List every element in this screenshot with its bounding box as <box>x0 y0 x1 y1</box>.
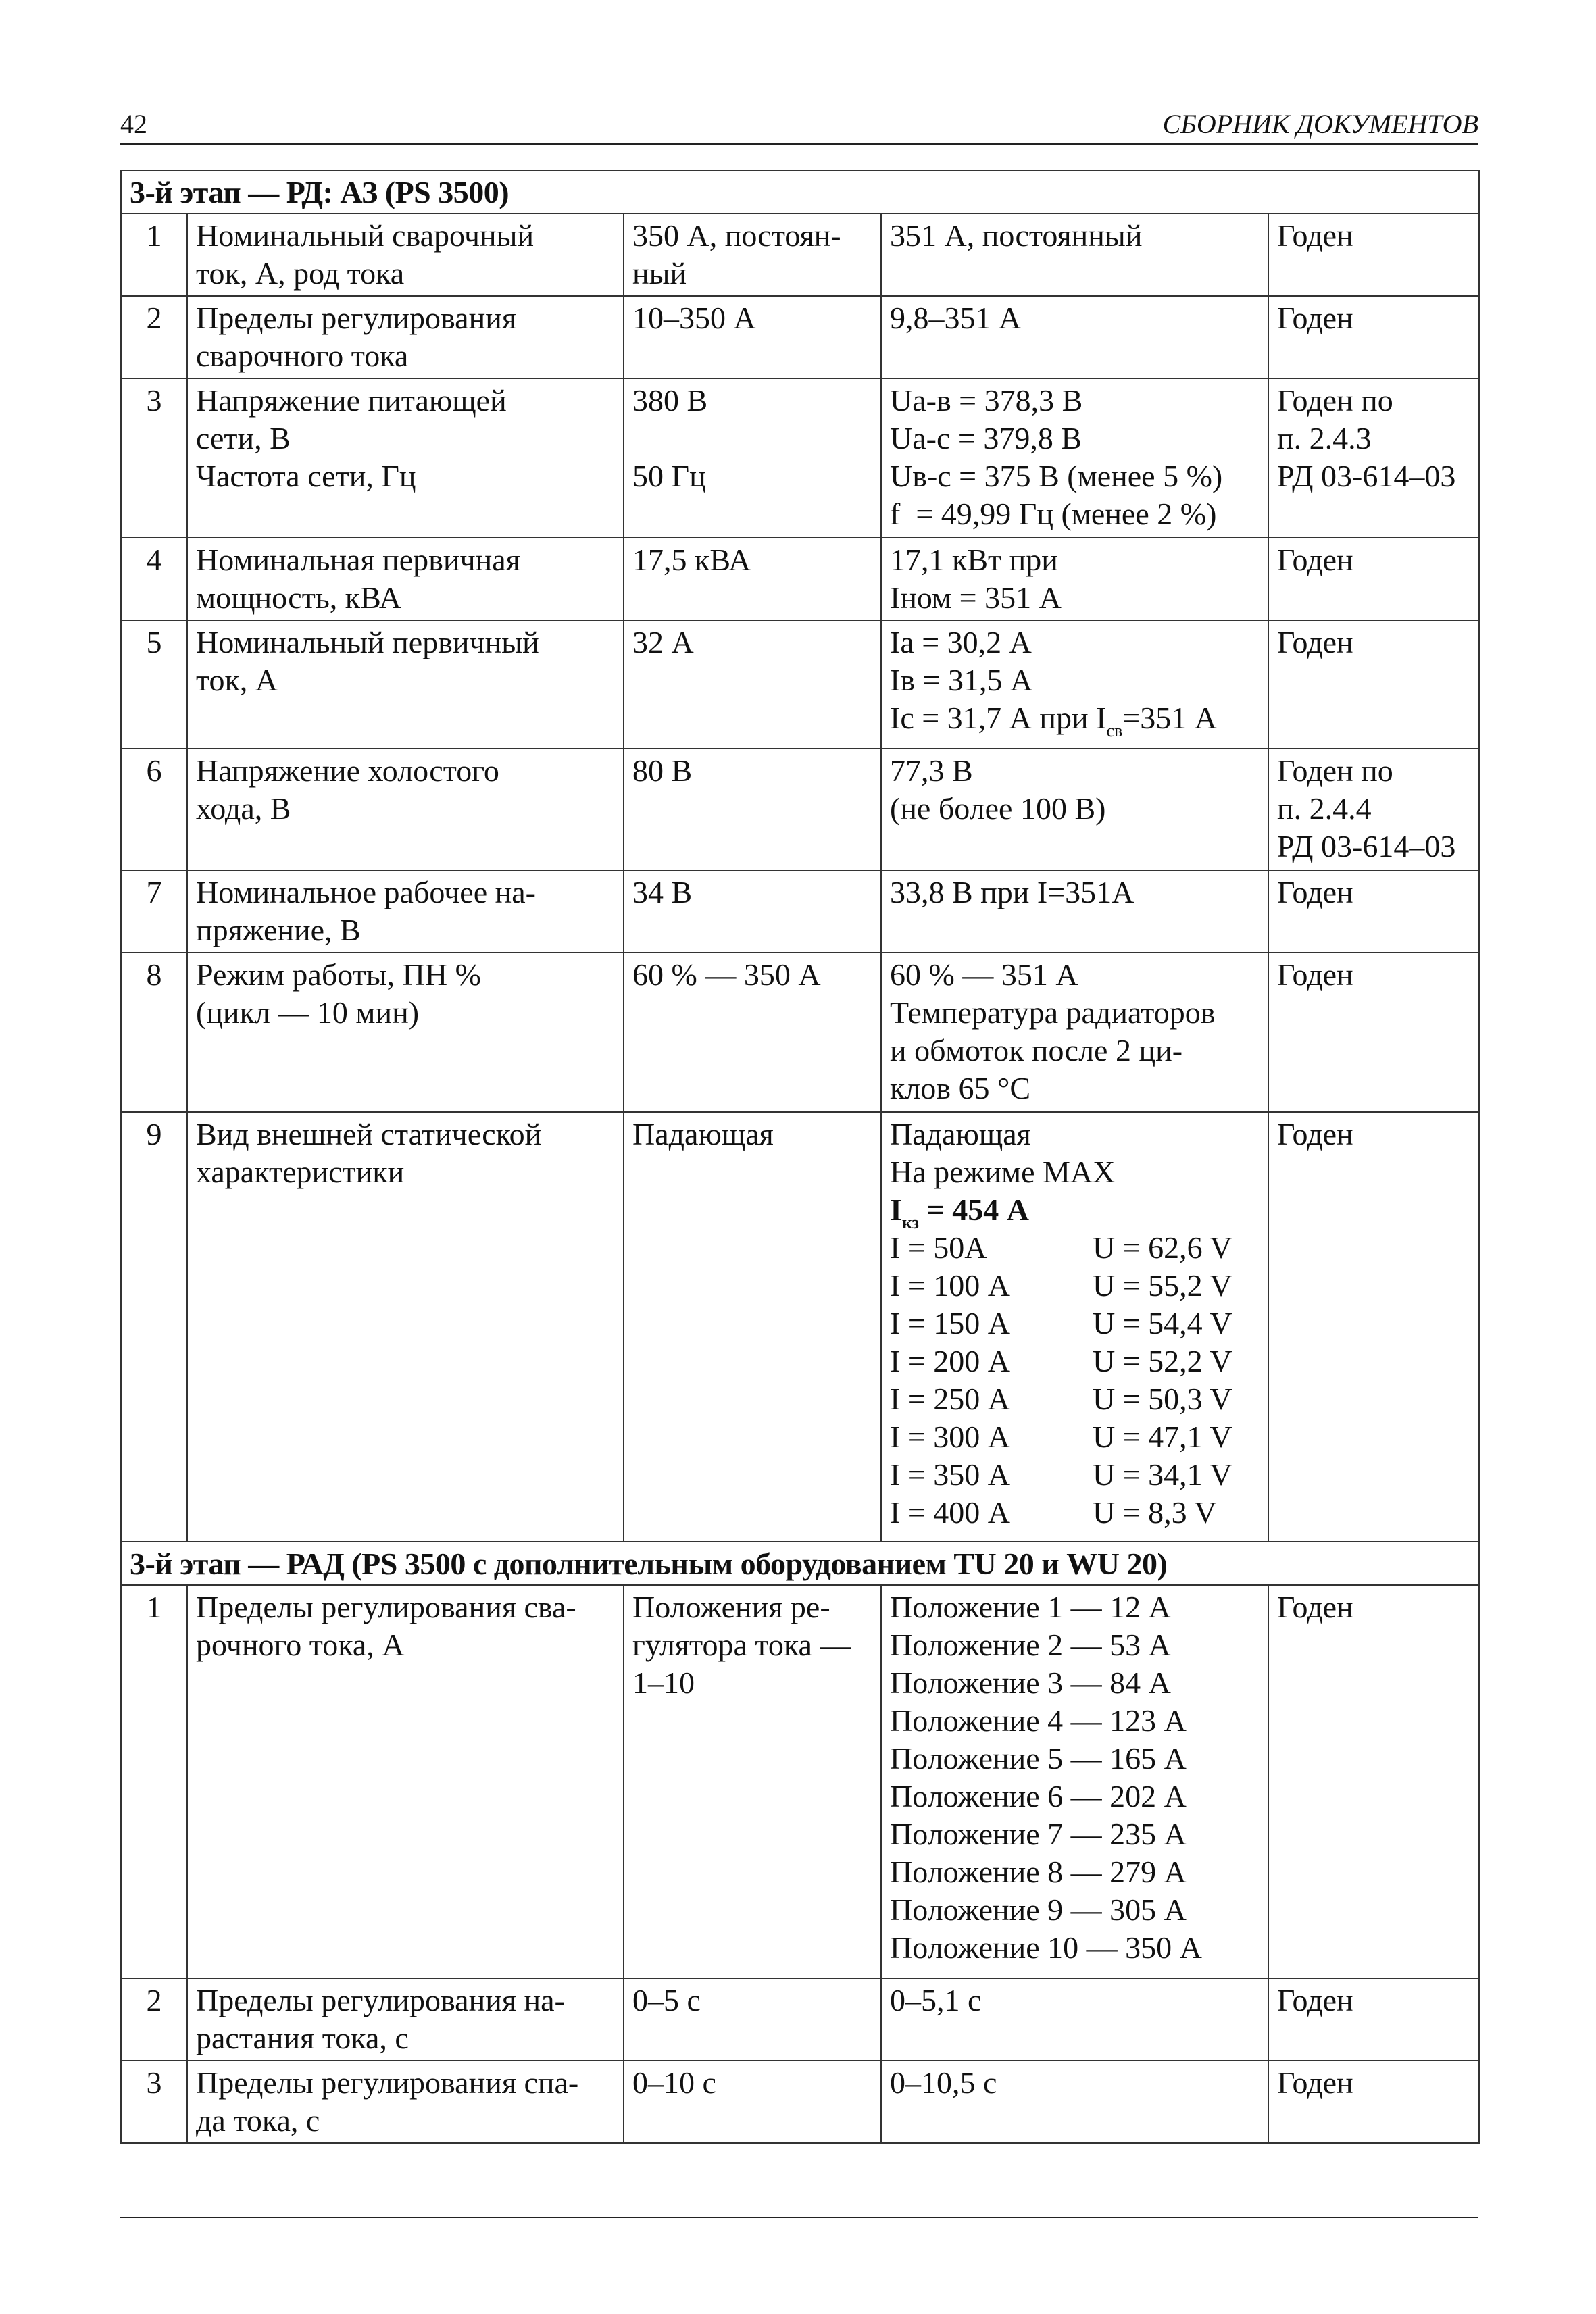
norm-line: 10–350 А <box>632 301 756 335</box>
voltage-value: U = 54,4 V <box>1093 1306 1232 1340</box>
row-number-cell <box>121 749 187 870</box>
actual-line: Положение 1 — 12 А <box>890 1590 1171 1624</box>
table-row <box>121 1978 1479 2061</box>
actual-subscript-line-main: Iс = 31,7 А при I <box>890 701 1107 735</box>
norm-cell <box>624 953 881 1112</box>
parameter-line: Частота сети, Гц <box>196 459 416 493</box>
parameter-line: сварочного тока <box>196 338 409 373</box>
row-number: 2 <box>146 301 162 335</box>
norm-cell <box>624 620 881 749</box>
norm-cell <box>624 296 881 378</box>
current-value: I = 350 А <box>890 1457 1010 1492</box>
table-row <box>121 1585 1479 1978</box>
result-cell <box>1268 378 1479 538</box>
actual-cell <box>881 1112 1268 1542</box>
actual-cell <box>881 953 1268 1112</box>
result-cell <box>1268 1112 1479 1542</box>
result-line: Годен <box>1277 218 1353 253</box>
footer-rule <box>120 2217 1478 2218</box>
parameter-cell <box>187 1978 624 2061</box>
row-number: 2 <box>146 1983 162 2017</box>
row-number-cell <box>121 538 187 620</box>
actual-cell <box>881 1585 1268 1978</box>
voltage-value: U = 47,1 V <box>1093 1419 1232 1454</box>
actual-line: Положение 9 — 305 А <box>890 1892 1187 1927</box>
row-number-cell <box>121 953 187 1112</box>
table-row <box>121 538 1479 620</box>
page-number: 42 <box>120 109 147 139</box>
row-number-cell <box>121 2061 187 2143</box>
current-voltage-pair <box>890 1267 1260 1305</box>
parameter-cell <box>187 749 624 870</box>
parameter-cell <box>187 1112 624 1542</box>
parameter-line: растания тока, с <box>196 2021 409 2055</box>
result-line: Годен <box>1277 957 1353 992</box>
table-row <box>121 378 1479 538</box>
actual-line: Положение 5 — 165 А <box>890 1741 1187 1776</box>
current-voltage-pair <box>890 1456 1260 1494</box>
actual-line: 0–5,1 с <box>890 1983 982 2017</box>
norm-line: 60 % — 350 А <box>632 957 821 992</box>
current-voltage-pair <box>890 1229 1260 1267</box>
parameter-line: характеристики <box>196 1155 405 1189</box>
table-row <box>121 2061 1479 2143</box>
norm-line: Падающая <box>632 1117 774 1151</box>
section-title-text: 3-й этап — РД: АЗ (PS 3500) <box>130 175 509 209</box>
parameter-line: да тока, с <box>196 2103 320 2138</box>
parameter-line: мощность, кВА <box>196 580 402 615</box>
table-row <box>121 296 1479 378</box>
result-line: Годен <box>1277 625 1353 659</box>
section-title <box>121 170 1479 213</box>
norm-line: 0–5 с <box>632 1983 701 2017</box>
row-number: 7 <box>146 875 162 909</box>
actual-cell <box>881 538 1268 620</box>
norm-line: гулятора тока — <box>632 1628 851 1662</box>
parameter-line: Пределы регулирования спа- <box>196 2065 579 2100</box>
norm-line: ный <box>632 256 687 291</box>
result-line: Годен <box>1277 1590 1353 1624</box>
actual-line: f = 49,99 Гц (менее 2 %) <box>890 497 1217 531</box>
result-line: Годен <box>1277 1983 1353 2017</box>
parameter-line: Номинальный сварочный <box>196 218 534 253</box>
result-cell <box>1268 1978 1479 2061</box>
table-row <box>121 1112 1479 1542</box>
short-circuit-current-subscript: кз <box>901 1213 919 1232</box>
specifications-table <box>120 170 1480 2144</box>
actual-line: Положение 4 — 123 А <box>890 1703 1187 1738</box>
result-cell <box>1268 1585 1479 1978</box>
parameter-line: ток, А, род тока <box>196 256 405 291</box>
actual-line: Uв-с = 375 В (менее 5 %) <box>890 459 1223 493</box>
row-number-cell <box>121 1585 187 1978</box>
result-line: Годен <box>1277 543 1353 577</box>
table-row <box>121 213 1479 296</box>
row-number: 6 <box>146 753 162 788</box>
short-circuit-current-main: I <box>890 1192 902 1227</box>
norm-cell <box>624 378 881 538</box>
norm-line: 34 В <box>632 875 693 909</box>
result-line: Годен <box>1277 1117 1353 1151</box>
actual-line: 9,8–351 А <box>890 301 1022 335</box>
row-number: 1 <box>146 218 162 253</box>
norm-cell <box>624 870 881 953</box>
result-cell <box>1268 749 1479 870</box>
actual-subscript-line-tail: =351 А <box>1122 701 1217 735</box>
actual-line: 17,1 кВт при <box>890 543 1058 577</box>
result-cell <box>1268 296 1479 378</box>
section-title-text: 3-й этап — РАД (PS 3500 с дополнительным оборудованием TU 20 и WU 20) <box>130 1546 1168 1581</box>
actual-cell <box>881 620 1268 749</box>
norm-line: 32 А <box>632 625 694 659</box>
result-line: Годен <box>1277 875 1353 909</box>
actual-line: Uа-с = 379,8 В <box>890 421 1082 455</box>
row-number: 4 <box>146 543 162 577</box>
current-value: I = 250 А <box>890 1382 1010 1416</box>
current-voltage-pair <box>890 1305 1260 1342</box>
actual-line: 0–10,5 с <box>890 2065 997 2100</box>
table-row <box>121 870 1479 953</box>
row-number: 3 <box>146 2065 162 2100</box>
row-number: 3 <box>146 383 162 418</box>
result-cell <box>1268 870 1479 953</box>
actual-line: Положение 7 — 235 А <box>890 1817 1187 1851</box>
parameter-line: Напряжение питающей <box>196 383 507 418</box>
parameter-line: (цикл — 10 мин) <box>196 995 420 1030</box>
voltage-value: U = 62,6 V <box>1093 1230 1232 1265</box>
actual-cell <box>881 749 1268 870</box>
norm-line: 380 В <box>632 383 708 418</box>
result-cell <box>1268 620 1479 749</box>
row-number: 8 <box>146 957 162 992</box>
parameter-line: Пределы регулирования <box>196 301 516 335</box>
parameter-line: рочного тока, А <box>196 1628 405 1662</box>
norm-line: 350 А, постоян- <box>632 218 841 253</box>
row-number: 5 <box>146 625 162 659</box>
parameter-cell <box>187 538 624 620</box>
parameter-cell <box>187 296 624 378</box>
norm-cell <box>624 1112 881 1542</box>
parameter-cell <box>187 1585 624 1978</box>
table-row <box>121 620 1479 749</box>
section-title-row <box>121 1542 1479 1585</box>
row-number-cell <box>121 1112 187 1542</box>
parameter-line: Вид внешней статической <box>196 1117 542 1151</box>
result-line: п. 2.4.3 <box>1277 421 1372 455</box>
result-line: Годен <box>1277 2065 1353 2100</box>
row-number-cell <box>121 1978 187 2061</box>
result-line: Годен по <box>1277 753 1393 788</box>
row-number-cell <box>121 870 187 953</box>
result-line: Годен <box>1277 301 1353 335</box>
parameter-line: пряжение, В <box>196 913 361 947</box>
norm-cell <box>624 2061 881 2143</box>
row-number-cell <box>121 620 187 749</box>
parameter-line: Пределы регулирования на- <box>196 1983 565 2017</box>
parameter-line: ток, А <box>196 663 278 697</box>
norm-cell <box>624 213 881 296</box>
voltage-value: U = 50,3 V <box>1093 1382 1232 1416</box>
actual-line: Температура радиаторов <box>890 995 1216 1030</box>
short-circuit-current-tail: = 454 А <box>919 1192 1029 1227</box>
actual-line: Положение 6 — 202 А <box>890 1779 1187 1813</box>
actual-line: 77,3 В <box>890 753 973 788</box>
result-cell <box>1268 2061 1479 2143</box>
parameter-line: сети, В <box>196 421 291 455</box>
norm-line: 17,5 кВА <box>632 543 751 577</box>
row-number: 9 <box>146 1117 162 1151</box>
row-number-cell <box>121 213 187 296</box>
voltage-value: U = 8,3 V <box>1093 1495 1217 1530</box>
current-voltage-pair <box>890 1342 1260 1380</box>
current-value: I = 300 А <box>890 1419 1010 1454</box>
section-title-row <box>121 170 1479 213</box>
actual-subscript-line <box>890 699 1260 740</box>
actual-line: Iном = 351 А <box>890 580 1062 615</box>
actual-line: 351 А, постоянный <box>890 218 1143 253</box>
actual-line: (не более 100 В) <box>890 791 1106 826</box>
actual-line: Падающая <box>890 1117 1031 1151</box>
voltage-value: U = 52,2 V <box>1093 1344 1232 1378</box>
parameter-line: Напряжение холостого <box>196 753 499 788</box>
actual-line: Положение 3 — 84 А <box>890 1665 1171 1700</box>
actual-line: клов 65 °С <box>890 1071 1031 1105</box>
current-voltage-pair <box>890 1418 1260 1456</box>
voltage-value: U = 34,1 V <box>1093 1457 1232 1492</box>
result-line: РД 03-614–03 <box>1277 459 1456 493</box>
parameter-line: Пределы регулирования сва- <box>196 1590 576 1624</box>
norm-line <box>632 420 872 457</box>
parameter-line: Номинальная первичная <box>196 543 520 577</box>
result-cell <box>1268 953 1479 1112</box>
parameter-cell <box>187 870 624 953</box>
actual-line: 33,8 В при I=351А <box>890 875 1134 909</box>
actual-line: Uа-в = 378,3 В <box>890 383 1083 418</box>
actual-line: Iв = 31,5 А <box>890 663 1033 697</box>
current-value: I = 200 А <box>890 1344 1010 1378</box>
row-number: 1 <box>146 1590 162 1624</box>
page-header <box>120 101 1478 145</box>
norm-line: 80 В <box>632 753 693 788</box>
running-title: СБОРНИК ДОКУМЕНТОВ <box>1162 109 1478 139</box>
actual-cell <box>881 378 1268 538</box>
parameter-cell <box>187 2061 624 2143</box>
short-circuit-current <box>890 1191 1260 1232</box>
table-row <box>121 953 1479 1112</box>
parameter-cell <box>187 620 624 749</box>
norm-line: 50 Гц <box>632 459 706 493</box>
actual-cell <box>881 213 1268 296</box>
norm-cell <box>624 1585 881 1978</box>
actual-subscript-line-subscript: св <box>1106 721 1123 740</box>
actual-line: 60 % — 351 А <box>890 957 1078 992</box>
row-number-cell <box>121 296 187 378</box>
parameter-line: Номинальный первичный <box>196 625 539 659</box>
current-value: I = 50А <box>890 1230 987 1265</box>
actual-line: На режиме MAX <box>890 1155 1116 1189</box>
section-title <box>121 1542 1479 1585</box>
actual-cell <box>881 296 1268 378</box>
result-cell <box>1268 538 1479 620</box>
result-cell <box>1268 213 1479 296</box>
norm-cell <box>624 1978 881 2061</box>
actual-line: и обмоток после 2 ци- <box>890 1033 1183 1067</box>
current-value: I = 150 А <box>890 1306 1010 1340</box>
parameter-cell <box>187 378 624 538</box>
current-value: I = 400 А <box>890 1495 1010 1530</box>
result-line: РД 03-614–03 <box>1277 829 1456 863</box>
parameter-line: Номинальное рабочее на- <box>196 875 536 909</box>
parameter-line: хода, В <box>196 791 291 826</box>
actual-cell <box>881 2061 1268 2143</box>
result-line: п. 2.4.4 <box>1277 791 1372 826</box>
current-voltage-pair <box>890 1494 1260 1532</box>
norm-cell <box>624 538 881 620</box>
voltage-value: U = 55,2 V <box>1093 1268 1232 1303</box>
norm-cell <box>624 749 881 870</box>
table-row <box>121 749 1479 870</box>
parameter-cell <box>187 213 624 296</box>
result-line: Годен по <box>1277 383 1393 418</box>
norm-line: Положения ре- <box>632 1590 830 1624</box>
current-voltage-pair <box>890 1380 1260 1418</box>
norm-line: 0–10 с <box>632 2065 716 2100</box>
parameter-cell <box>187 953 624 1112</box>
parameter-line: Режим работы, ПН % <box>196 957 481 992</box>
actual-line: Iа = 30,2 А <box>890 625 1032 659</box>
actual-line: Положение 2 — 53 А <box>890 1628 1171 1662</box>
actual-line: Положение 10 — 350 А <box>890 1930 1202 1965</box>
actual-cell <box>881 1978 1268 2061</box>
current-value: I = 100 А <box>890 1268 1010 1303</box>
actual-cell <box>881 870 1268 953</box>
row-number-cell <box>121 378 187 538</box>
norm-line: 1–10 <box>632 1665 695 1700</box>
actual-line: Положение 8 — 279 А <box>890 1855 1187 1889</box>
